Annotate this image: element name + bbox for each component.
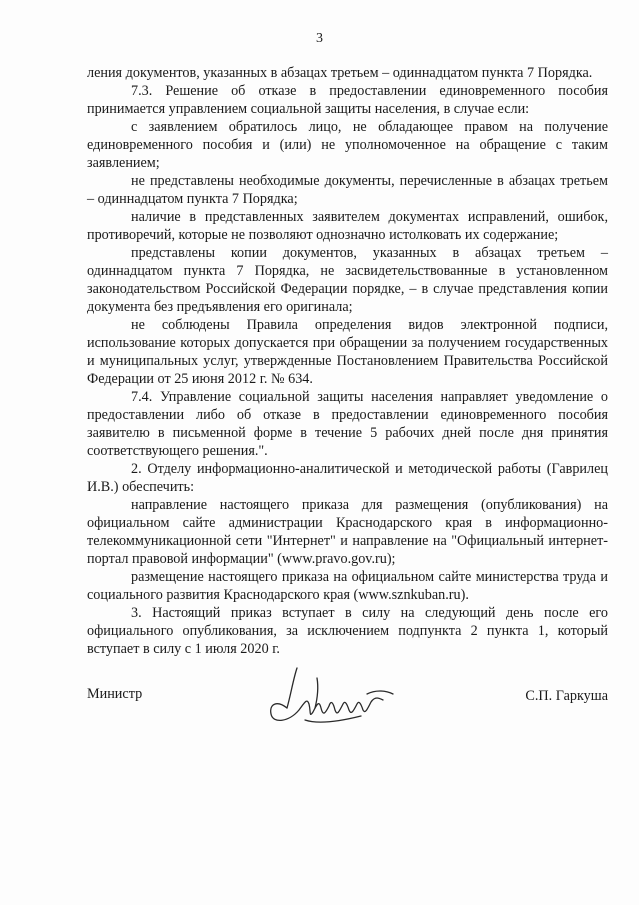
paragraph-item-2: 2. Отделу информационно-аналитической и методической работы (Гаврилец И.В.) обеспечить: bbox=[87, 461, 608, 495]
paragraph-document-errors: наличие в представленных заявителем документах исправлений, ошибок, противоречий, которые не позволяют однозначно истолковать их содержание; bbox=[87, 209, 608, 243]
paragraph-ineligible-applicant: с заявлением обратилось лицо, не обладающее правом на получение единовременного пособия и (или) не уполномоченное на обращение с таким заявлением; bbox=[87, 119, 608, 171]
handwritten-signature bbox=[257, 660, 402, 740]
paragraph-continuation: ления документов, указанных в абзацах третьем – одиннадцатом пункта 7 Порядка. bbox=[87, 65, 593, 81]
paragraph-item-3: 3. Настоящий приказ вступает в силу на следующий день после его официального опубликования, за исключением подпункта 2 пункта 1, который вступает в силу с 1 июля 2020 г. bbox=[87, 605, 608, 657]
signer-name: С.П. Гаркуша bbox=[525, 688, 608, 704]
page-number: 3 bbox=[316, 31, 323, 46]
paragraph-missing-documents: не представлены необходимые документы, перечисленные в абзацах третьем – одиннадцатом пункта 7 Порядка; bbox=[87, 173, 608, 207]
paragraph-electronic-signature: не соблюдены Правила определения видов электронной подписи, использование которых допускается при обращении за получением государственных и муниципальных услуг, утвержденные Постановлением Правительства Российской Федерации от 25 июня 2012 г. № 634. bbox=[87, 317, 608, 387]
paragraph-7-3: 7.3. Решение об отказе в предоставлении единовременного пособия принимается управлением социальной защиты населения, в случае если: bbox=[87, 83, 608, 117]
paragraph-7-4: 7.4. Управление социальной защиты населения направляет уведомление о предоставлении либо об отказе в предоставлении единовременного пособия заявителю в письменной форме в течение 5 рабочих дней после дня принятия соответствующего решения.". bbox=[87, 389, 608, 459]
document-body bbox=[87, 64, 608, 658]
paragraph-publication-direction: направление настоящего приказа для размещения (опубликования) на официальном сайте администрации Краснодарского края в информационно-телекоммуникационной сети "Интернет" и направление на "Официальный интернет-портал правовой информации" (www.pravo.gov.ru); bbox=[87, 497, 608, 567]
signer-title: Министр bbox=[87, 686, 143, 702]
paragraph-uncertified-copies: представлены копии документов, указанных в абзацах третьем – одиннадцатом пункта 7 Порядка, не засвидетельствованные в установленном законодательством Российской Федерации порядке, – в случае представления копии документа без предъявления его оригинала; bbox=[87, 245, 608, 315]
signature-block bbox=[87, 660, 608, 750]
paragraph-ministry-site: размещение настоящего приказа на официальном сайте министерства труда и социального развития Краснодарского края (www.sznkuban.ru). bbox=[87, 569, 608, 603]
